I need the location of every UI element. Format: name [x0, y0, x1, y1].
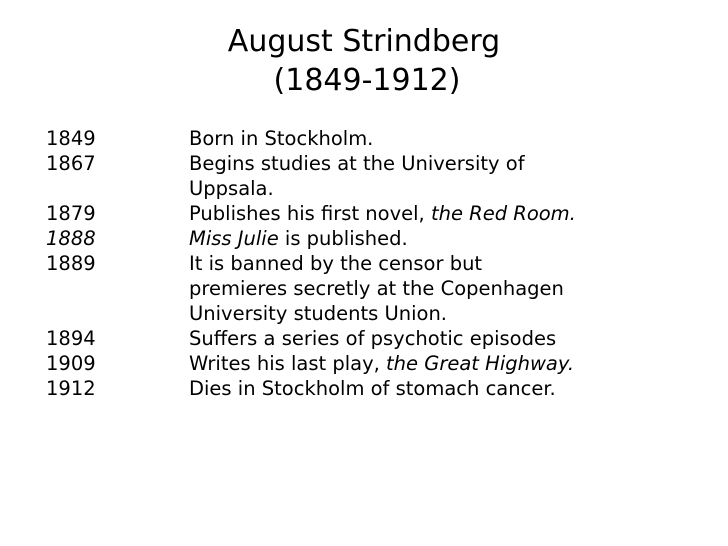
timeline-list	[46, 126, 706, 401]
title-dates: (1849-1912)	[273, 63, 461, 98]
timeline-event-text: Uppsala.	[189, 177, 274, 200]
timeline-event-text: Miss Julie	[189, 227, 279, 250]
timeline-row	[46, 226, 706, 251]
timeline-year: 1888	[46, 227, 96, 250]
timeline-event-text: Publishes his first novel,	[189, 202, 431, 225]
timeline-year: 1889	[46, 252, 96, 275]
timeline-event	[189, 201, 689, 226]
timeline-event-text: premieres secretly at the Copenhagen	[189, 277, 564, 300]
timeline-row	[46, 201, 706, 226]
timeline-event-text: Begins studies at the University of	[189, 152, 525, 175]
timeline-year: 1849	[46, 127, 96, 150]
timeline-row	[46, 376, 706, 401]
timeline-row	[46, 351, 706, 376]
timeline-event	[189, 151, 689, 201]
timeline-row	[46, 126, 706, 151]
timeline-event	[189, 126, 689, 151]
timeline-event-text: Born in Stockholm.	[189, 127, 374, 150]
timeline-row	[46, 251, 706, 326]
timeline-row	[46, 326, 706, 351]
timeline-year: 1909	[46, 352, 96, 375]
timeline-event	[189, 351, 689, 376]
timeline-year: 1912	[46, 377, 96, 400]
timeline-row	[46, 151, 706, 201]
timeline-event	[189, 326, 689, 351]
timeline-event	[189, 251, 689, 326]
timeline-event	[189, 376, 689, 401]
timeline-event-text: the Red Room.	[430, 202, 576, 225]
timeline-event-text: Dies in Stockholm of stomach cancer.	[189, 377, 556, 400]
timeline-event-text: Writes his last play,	[189, 352, 387, 375]
slide-title	[150, 22, 578, 100]
timeline-event-text: is published.	[278, 227, 408, 250]
timeline-year: 1894	[46, 327, 96, 350]
timeline-event-text: It is banned by the censor but	[189, 252, 483, 275]
timeline-event-text: University students Union.	[189, 302, 448, 325]
title-name: August Strindberg	[227, 24, 501, 59]
timeline-event-text: the Great Highway.	[386, 352, 575, 375]
timeline-year: 1879	[46, 202, 96, 225]
timeline-year: 1867	[46, 152, 96, 175]
timeline-event	[189, 226, 689, 251]
timeline-event-text: Suffers a series of psychotic episodes	[189, 327, 557, 350]
